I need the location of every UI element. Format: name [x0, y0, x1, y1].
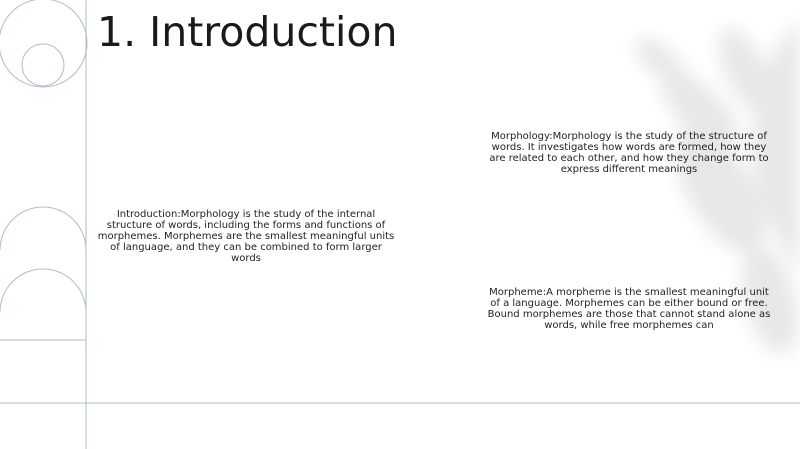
morpheme-text: Morpheme:A morpheme is the smallest meaningful unit of a language. Morphemes can be either bound or free. Bound morphemes are those that cannot stand alone as words, while free morphemes can	[487, 287, 771, 331]
slide-title: 1. Introduction	[97, 8, 398, 56]
morphology-text: Morphology:Morphology is the study of the structure of words. It investigates how words are formed, how they are related to each other, and how they change form to express different meanings	[489, 131, 769, 175]
introduction-text: Introduction:Morphology is the study of the internal structure of words, including the forms and functions of morphemes. Morphemes are the smallest meaningful units of language, and they can be combined to form larger words	[97, 209, 395, 264]
